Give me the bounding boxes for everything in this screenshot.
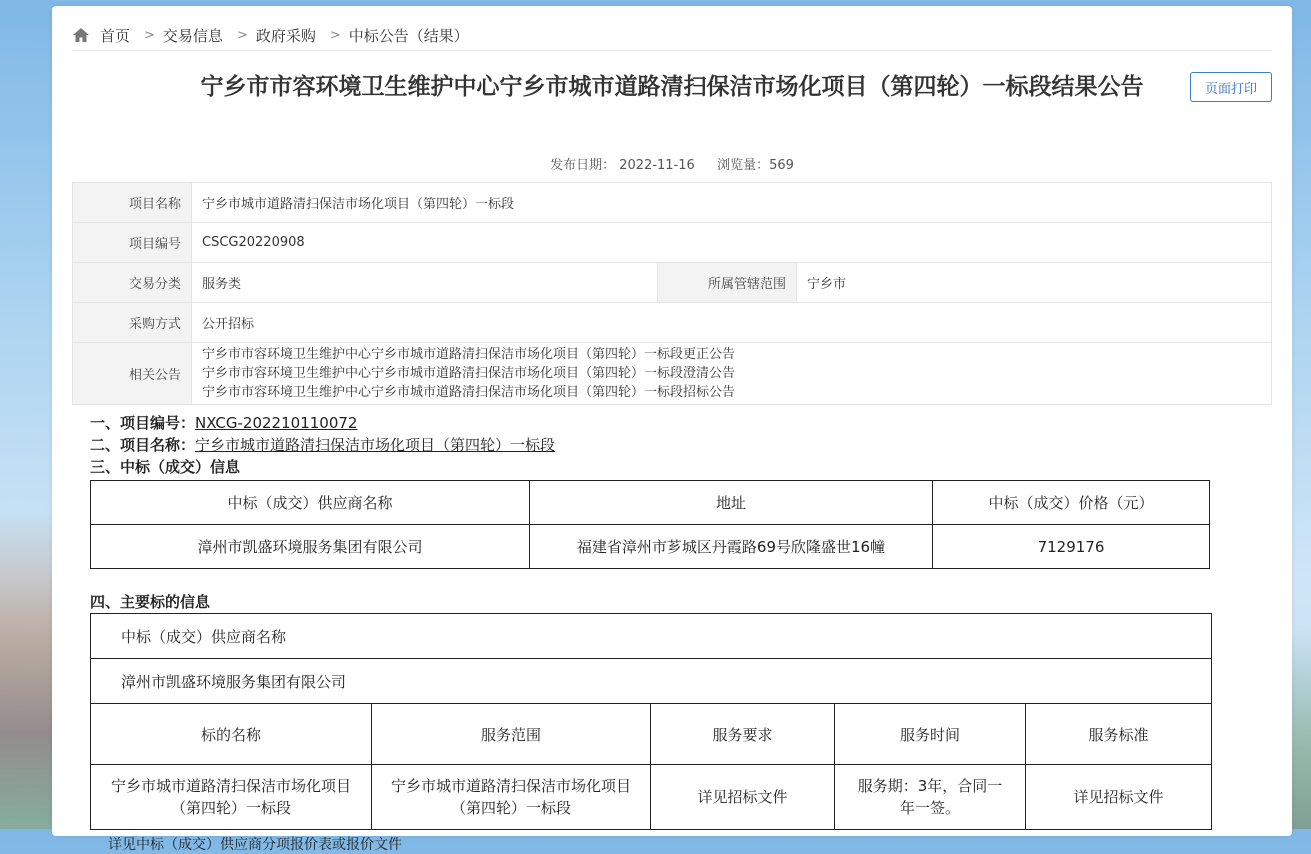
breadcrumb-award-notice[interactable]: 中标公告（结果） [348, 26, 469, 45]
breadcrumb [72, 20, 1272, 51]
category-value: 服务类 [192, 263, 658, 303]
related-link-clarification[interactable]: 宁乡市市容环境卫生维护中心宁乡市城市道路清扫保洁市场化项目（第四轮）一标段澄清公告 [202, 366, 736, 381]
views-count: 569 [769, 158, 794, 173]
service-requirement: 详见招标文件 [651, 765, 835, 830]
publish-date-label: 发布日期： [550, 158, 616, 173]
service-time: 服务期：3年，合同一年一签。 [835, 765, 1026, 830]
chevron-right-icon: > [236, 27, 248, 43]
header-subject-name: 标的名称 [91, 704, 372, 765]
publish-date: 2022-11-16 [619, 158, 695, 173]
service-scope: 宁乡市城市道路清扫保洁市场化项目（第四轮）一标段 [372, 765, 651, 830]
header-service-scope: 服务范围 [372, 704, 651, 765]
publish-meta [52, 154, 1292, 173]
home-icon[interactable] [72, 27, 90, 43]
main-subject-heading: 四、主要标的信息 [90, 593, 211, 611]
region-label: 所属管辖范围 [658, 263, 797, 303]
project-no-line [90, 412, 1270, 434]
header-service-standard: 服务标准 [1026, 704, 1212, 765]
project-info-table [72, 182, 1272, 405]
supplier-name: 漳州市凯盛环境服务集团有限公司 [91, 659, 1212, 704]
subject-name: 宁乡市城市道路清扫保洁市场化项目（第四轮）一标段 [91, 765, 372, 830]
related-notices [192, 343, 1272, 405]
project-name-text: 宁乡市城市道路清扫保洁市场化项目（第四轮）一标段 [195, 436, 556, 454]
chevron-right-icon: > [144, 27, 155, 43]
project-no-label: 项目编号 [73, 223, 192, 263]
method-value: 公开招标 [192, 303, 1272, 343]
header-service-requirement: 服务要求 [651, 704, 835, 765]
region-value: 宁乡市 [797, 263, 1272, 303]
project-no-text: NXCG-202210110072 [195, 414, 358, 432]
award-address: 福建省漳州市芗城区丹霞路69号欣隆盛世16幢 [530, 525, 933, 569]
project-name-line [90, 434, 1270, 456]
award-price: 7129176 [933, 525, 1210, 569]
project-name-heading: 二、项目名称： [90, 436, 196, 454]
award-header-price: 中标（成交）价格（元） [933, 481, 1210, 525]
main-subject-table [90, 613, 1212, 830]
project-no-heading: 一、项目编号： [90, 414, 196, 432]
award-supplier: 漳州市凯盛环境服务集团有限公司 [91, 525, 530, 569]
project-name-value: 宁乡市城市道路清扫保洁市场化项目（第四轮）一标段 [192, 183, 1272, 223]
project-name-label: 项目名称 [73, 183, 192, 223]
award-table [90, 480, 1210, 569]
method-label: 采购方式 [73, 303, 192, 343]
related-link-correction[interactable]: 宁乡市市容环境卫生维护中心宁乡市城市道路清扫保洁市场化项目（第四轮）一标段更正公告 [202, 347, 736, 362]
views-label: 浏览量： [717, 158, 770, 173]
header-service-time: 服务时间 [835, 704, 1026, 765]
chevron-right-icon: > [329, 27, 341, 43]
award-info-heading: 三、中标（成交）信息 [90, 458, 241, 476]
category-label: 交易分类 [73, 263, 192, 303]
award-header-address: 地址 [530, 481, 933, 525]
breadcrumb-gov-procurement[interactable]: 政府采购 [255, 26, 316, 45]
announcement-body [90, 412, 1270, 854]
service-standard: 详见招标文件 [1026, 765, 1212, 830]
award-header-supplier: 中标（成交）供应商名称 [91, 481, 530, 525]
announcement-card [52, 6, 1292, 853]
quote-note: 详见中标（成交）供应商分项报价表或报价文件 [108, 837, 402, 853]
related-link-tender[interactable]: 宁乡市市容环境卫生维护中心宁乡市城市道路清扫保洁市场化项目（第四轮）一标段招标公告 [202, 385, 736, 400]
print-button[interactable]: 页面打印 [1190, 72, 1272, 102]
supplier-header: 中标（成交）供应商名称 [91, 614, 1212, 659]
project-no-value: CSCG20220908 [192, 223, 1272, 263]
breadcrumb-home[interactable]: 首页 [100, 26, 131, 45]
related-label: 相关公告 [73, 343, 192, 405]
breadcrumb-trade-info[interactable]: 交易信息 [162, 26, 223, 45]
page-title: 宁乡市市容环境卫生维护中心宁乡市城市道路清扫保洁市场化项目（第四轮）一标段结果公告 [200, 74, 1144, 100]
background-scenery-left [0, 509, 60, 829]
